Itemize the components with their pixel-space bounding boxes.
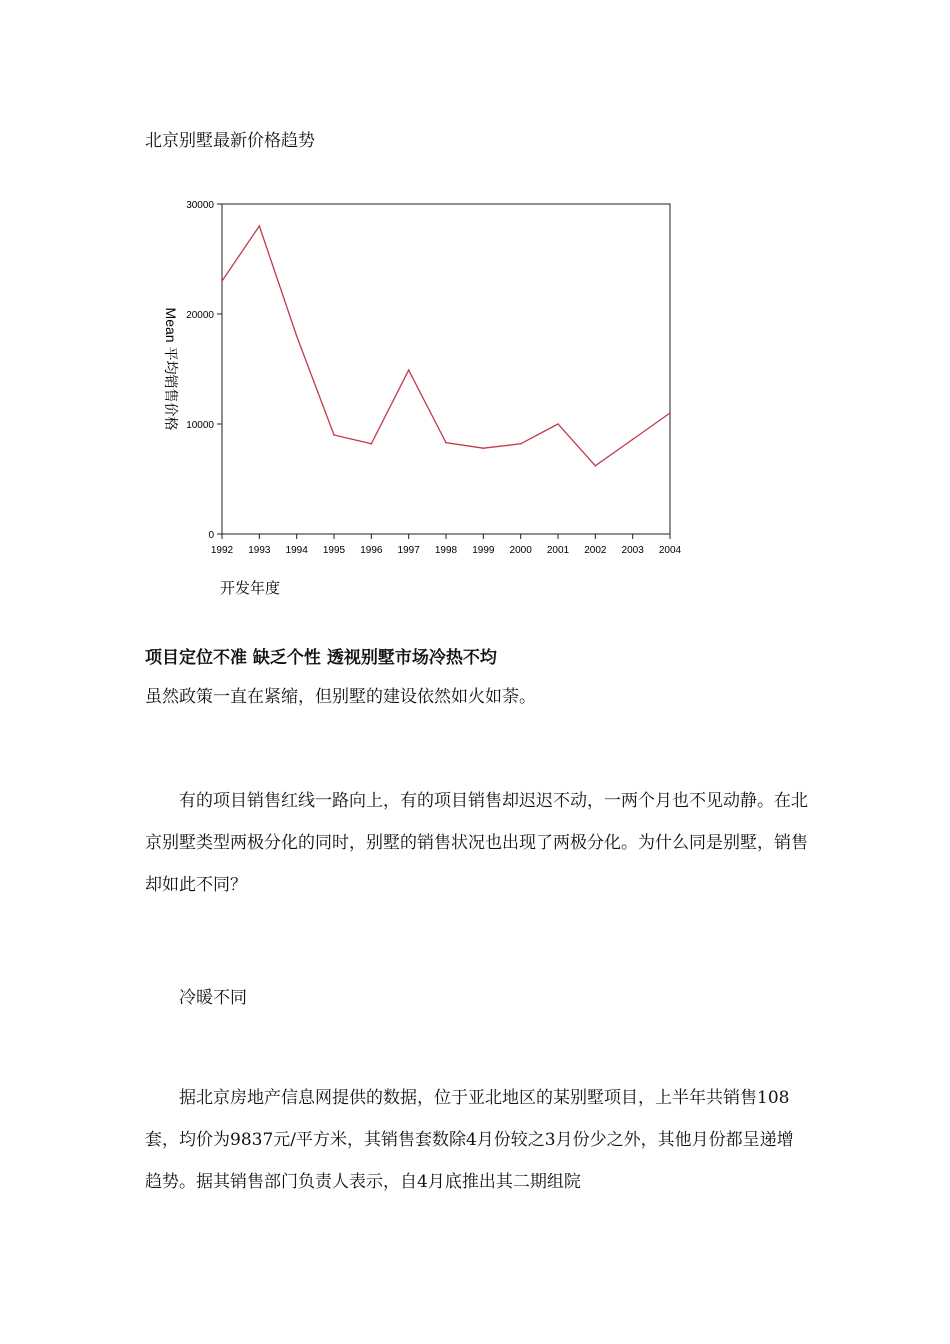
x-tick-label: 1997 (397, 545, 420, 556)
y-tick-label: 10000 (186, 420, 214, 431)
x-tick-label: 1995 (322, 545, 346, 556)
paragraph-subheading: 冷暖不同 (179, 988, 247, 1008)
paragraph-project-data: 据北京房地产信息网提供的数据，位于亚北地区的某别墅项目，上半年共销售108套，均价为9837元/平方米，其销售套数除4月份较之3月份少之外，其他月份都呈递增趋势。据其销售部门负责人表示，自4月底推出其二期组院 (145, 1088, 794, 1192)
x-tick-label: 2000 (509, 545, 532, 556)
data-point (557, 423, 559, 425)
data-point (259, 225, 261, 227)
x-tick-label: 1994 (285, 545, 308, 556)
x-tick-label: 2004 (658, 545, 682, 556)
x-tick-label: 2001 (546, 545, 570, 556)
document-title: 北京别墅最新价格趋势 (145, 131, 315, 151)
data-point (445, 442, 447, 444)
data-point (333, 434, 335, 436)
x-tick-label: 1992 (210, 545, 234, 556)
data-point (408, 369, 410, 371)
y-tick-label: 30000 (186, 200, 214, 211)
data-point (595, 465, 597, 467)
data-point (520, 443, 522, 445)
paragraph-sales-contrast: 有的项目销售红线一路向上，有的项目销售却迟迟不动，一两个月也不见动静。在北京别墅类型两极分化的同时，别墅的销售状况也出现了两极分化。为什么同是别墅，销售却如此不同？ (145, 791, 808, 895)
series-line (222, 226, 670, 466)
x-tick-label: 1998 (434, 545, 458, 556)
data-point (296, 335, 298, 337)
price-trend-chart (150, 190, 710, 610)
x-tick-label: 2002 (584, 545, 607, 556)
data-point (632, 439, 634, 441)
data-point (483, 447, 485, 449)
y-axis-label: Mean 平均销售价格 (163, 307, 179, 431)
y-tick-label: 0 (208, 530, 214, 541)
x-tick-label: 1993 (248, 545, 271, 556)
data-point (669, 412, 671, 414)
x-tick-label: 2003 (621, 545, 644, 556)
paragraph-intro: 虽然政策一直在紧缩，但别墅的建设依然如火如荼。 (145, 687, 536, 707)
x-tick-label: 1996 (360, 545, 383, 556)
plot-frame (222, 204, 670, 534)
x-axis-label: 开发年度 (220, 580, 281, 597)
x-tick-label: 1999 (472, 545, 495, 556)
data-point (371, 443, 373, 445)
y-tick-label: 20000 (186, 310, 214, 321)
data-point (221, 280, 223, 282)
section-heading: 项目定位不准 缺乏个性 透视别墅市场冷热不均 (145, 648, 497, 668)
